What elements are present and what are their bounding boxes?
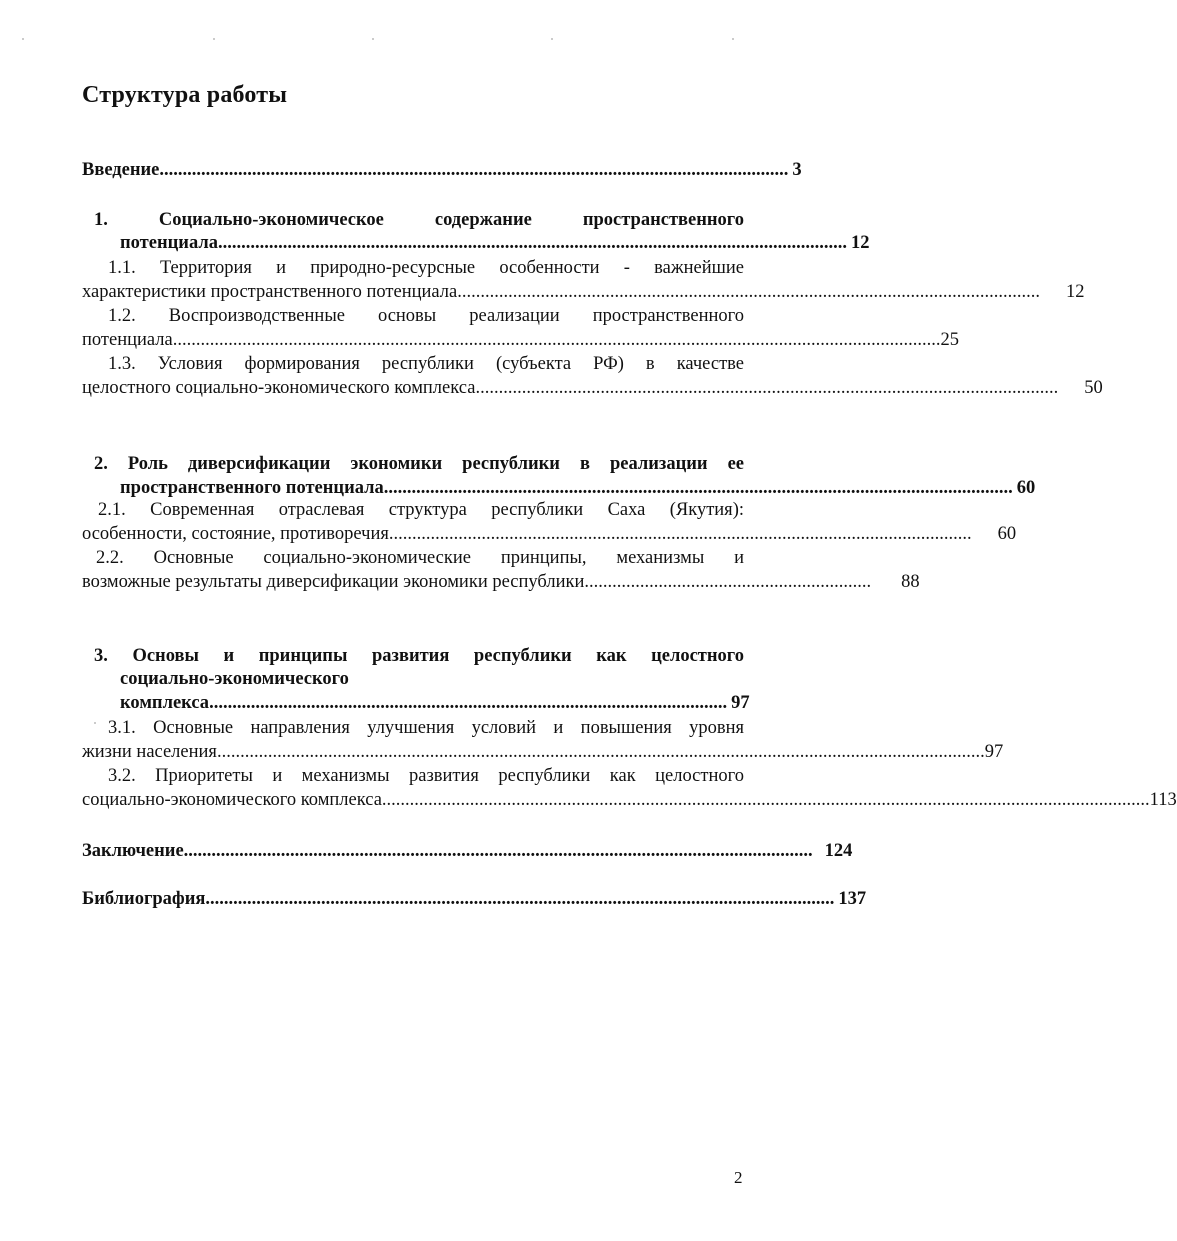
toc-label: Библиография — [82, 889, 206, 909]
toc-label: жизни населения — [82, 742, 217, 762]
toc-leader: ........................................................................................................................................ — [159, 160, 789, 180]
section-3-2-cont — [82, 788, 1177, 812]
toc-leader: ........................................................................................................................................ — [217, 233, 847, 253]
toc-page-number: 113 — [1149, 790, 1177, 810]
section-1-1-cont — [82, 280, 1085, 304]
section-2-2: 2.2. Основные социально-экономические принципы, механизмы и — [96, 548, 744, 568]
section-3-2: 3.2. Приоритеты и механизмы развития республики как целостного — [108, 766, 744, 786]
toc-label: Введение — [82, 160, 160, 180]
toc-label: характеристики пространственного потенциала — [82, 282, 458, 302]
scan-speck — [551, 38, 553, 40]
scan-speck — [22, 38, 24, 40]
page-number: 2 — [734, 1168, 743, 1187]
toc-label: особенности, состояние, противоречия — [82, 524, 389, 544]
toc-label: Заключение — [82, 841, 184, 861]
chapter-1-heading-cont — [120, 231, 870, 255]
toc-page-number: 12 — [850, 233, 870, 253]
toc-label: комплекса — [120, 693, 210, 713]
toc-label: социально-экономического комплекса — [82, 790, 382, 810]
section-3-1: 3.1. Основные направления улучшения условий и повышения уровня — [108, 718, 744, 738]
section-1-2-cont — [82, 328, 959, 352]
scan-speck — [213, 38, 215, 40]
toc-leader: ........................................................................................................................................ — [383, 478, 1013, 498]
chapter-3-heading: 3. Основы и принципы развития республики как целостного — [94, 646, 744, 666]
toc-page-number: 60 — [997, 524, 1017, 544]
scan-speck — [94, 722, 96, 724]
toc-label: потенциала — [120, 233, 218, 253]
toc-label: пространственного потенциала — [120, 478, 384, 498]
toc-page-number: 97 — [984, 742, 1004, 762]
toc-label: целостного социально-экономического комплекса — [82, 378, 476, 398]
chapter-1-heading: 1. Социально-экономическое содержание пространственного — [94, 210, 744, 230]
toc-leader: ...................................................................................................................................................................... — [216, 742, 985, 762]
toc-leader: .............................................................................................................................. — [388, 524, 972, 544]
section-1-3: 1.3. Условия формирования республики (субъекта РФ) в качестве — [108, 354, 744, 374]
toc-page-number: 97 — [731, 693, 750, 713]
section-2-2-cont — [82, 570, 920, 594]
toc-leader: .............................................................................................................................. — [475, 378, 1059, 398]
toc-entry-bibliography — [82, 887, 867, 911]
toc-leader: .............................................................................................................................. — [457, 282, 1040, 302]
toc-leader: ...................................................................................................................................................................... — [381, 790, 1150, 810]
toc-page-number: 137 — [838, 889, 867, 909]
toc-page-number: 3 — [792, 160, 802, 180]
section-2-1-cont — [82, 522, 1017, 546]
toc-leader: ...................................................................................................................................................................... — [172, 330, 941, 350]
toc-page-number: 60 — [1016, 478, 1036, 498]
scan-speck — [372, 38, 374, 40]
toc-label: возможные результаты диверсификации экономики республики — [82, 572, 585, 592]
chapter-3-heading-cont2 — [120, 691, 750, 715]
toc-page-number: 12 — [1065, 282, 1085, 302]
chapter-2-heading-cont — [120, 476, 1036, 500]
chapter-3-heading-cont: социально-экономического — [120, 669, 349, 689]
toc-page-number: 88 — [901, 572, 920, 592]
section-1-1: 1.1. Территория и природно-ресурсные особенности - важнейшие — [108, 258, 744, 278]
toc-entry-conclusion — [82, 839, 853, 863]
toc-page-number: 25 — [940, 330, 959, 350]
page-title: Структура работы — [82, 82, 288, 108]
toc-entry-intro — [82, 158, 802, 182]
section-3-1-cont — [82, 740, 1004, 764]
section-1-3-cont — [82, 376, 1103, 400]
toc-label: потенциала — [82, 330, 173, 350]
scan-speck — [732, 38, 734, 40]
toc-leader: ........................................................................................................................................ — [183, 841, 813, 861]
toc-leader: ........................................................................................................................................ — [205, 889, 835, 909]
toc-leader: .............................................................. — [584, 572, 872, 592]
toc-page-number: 124 — [824, 841, 853, 861]
section-1-2: 1.2. Воспроизводственные основы реализации пространственного — [108, 306, 744, 326]
toc-page-number: 50 — [1084, 378, 1103, 398]
chapter-2-heading: 2. Роль диверсификации экономики республики в реализации ее — [94, 454, 744, 474]
section-2-1: 2.1. Современная отраслевая структура республики Саха (Якутия): — [98, 500, 744, 520]
toc-leader: ................................................................................................................ — [209, 693, 728, 713]
